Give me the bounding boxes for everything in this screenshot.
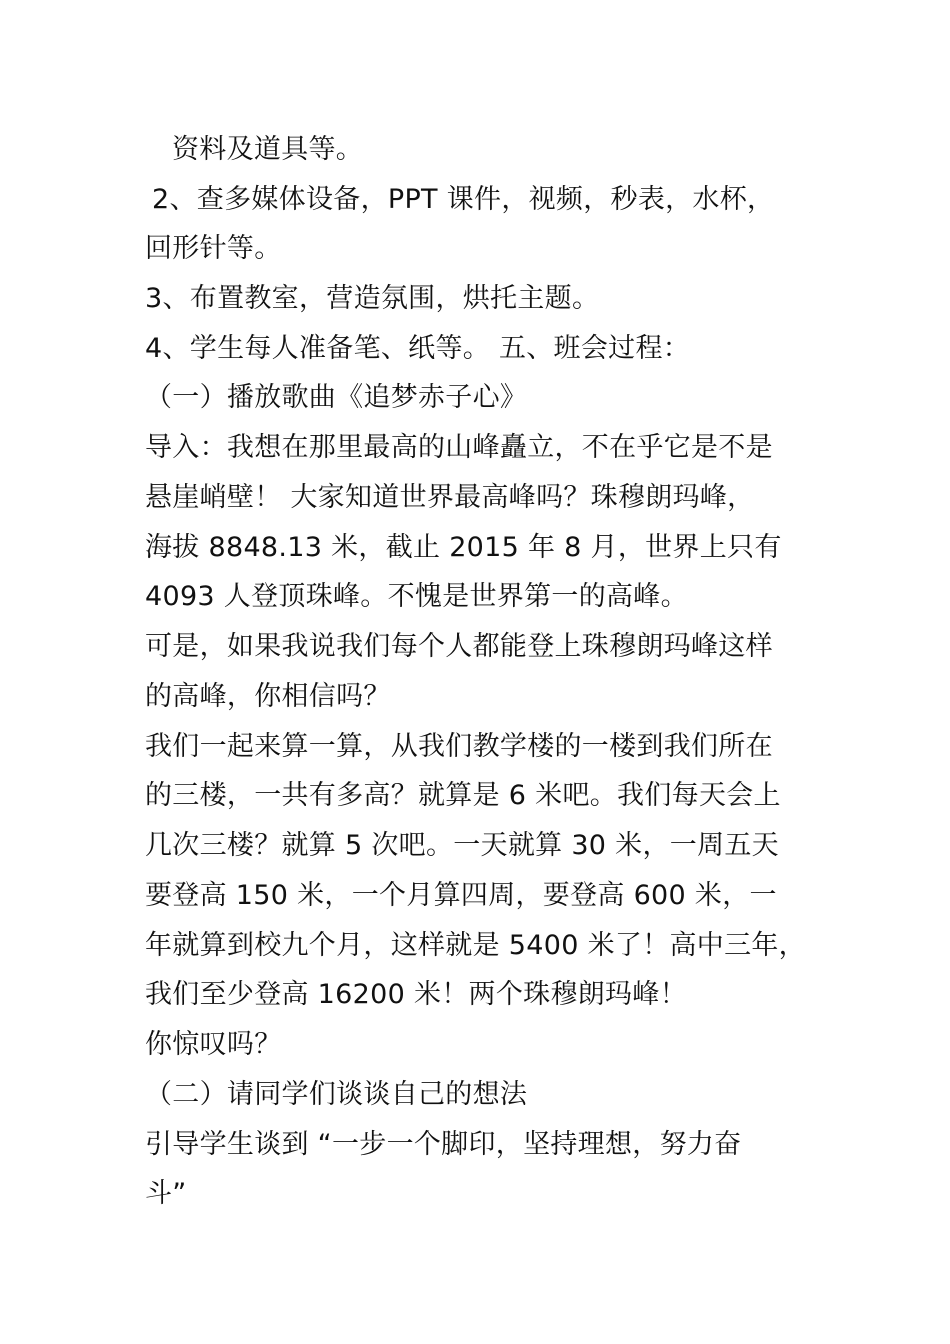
text-line-item-2-cont: 回形针等。 [145,233,282,264]
text-line-guide-1: 引导学生谈到 “一步一个脚印，坚持理想，努力奋 [145,1129,742,1160]
text-line-calc-2: 的三楼，一共有多高？就算是 6 米吧。我们每天会上 [145,780,781,811]
text-line-question-2: 的高峰，你相信吗？ [145,681,391,712]
text-line-calc-1: 我们一起来算一算，从我们教学楼的一楼到我们所在 [145,731,773,762]
text-line-calc-3: 几次三楼？就算 5 次吧。一天就算 30 米，一周五天 [145,830,779,861]
text-line-guide-2: 斗” [145,1178,187,1209]
text-line-amazed: 你惊叹吗？ [145,1029,282,1060]
text-line-intro-3: 海拔 8848.13 米，截止 2015 年 8 月，世界上只有 [145,532,782,563]
text-line-materials: 资料及道具等。 [172,134,364,165]
text-line-calc-5: 年就算到校九个月，这样就是 5400 米了！高中三年， [145,930,806,961]
section-heading-1: （一）播放歌曲《追梦赤子心》 [145,382,528,413]
section-heading-2: （二）请同学们谈谈自己的想法 [145,1079,528,1110]
text-line-item-3: 3、布置教室，营造氛围，烘托主题。 [145,283,600,314]
text-line-intro-1: 导入：我想在那里最高的山峰矗立，不在乎它是不是 [145,432,773,463]
text-line-question-1: 可是，如果我说我们每个人都能登上珠穆朗玛峰这样 [145,631,773,662]
text-line-calc-6: 我们至少登高 16200 米！两个珠穆朗玛峰！ [145,979,687,1010]
text-line-intro-4: 4093 人登顶珠峰。不愧是世界第一的高峰。 [145,581,688,612]
text-line-item-4: 4、学生每人准备笔、纸等。 五、班会过程： [145,333,691,364]
text-line-item-2: 2、查多媒体设备，PPT 课件，视频，秒表，水杯， [152,184,775,215]
text-line-calc-4: 要登高 150 米，一个月算四周，要登高 600 米，一 [145,880,777,911]
text-line-intro-2: 悬崖峭壁！ 大家知道世界最高峰吗？珠穆朗玛峰， [145,482,755,513]
